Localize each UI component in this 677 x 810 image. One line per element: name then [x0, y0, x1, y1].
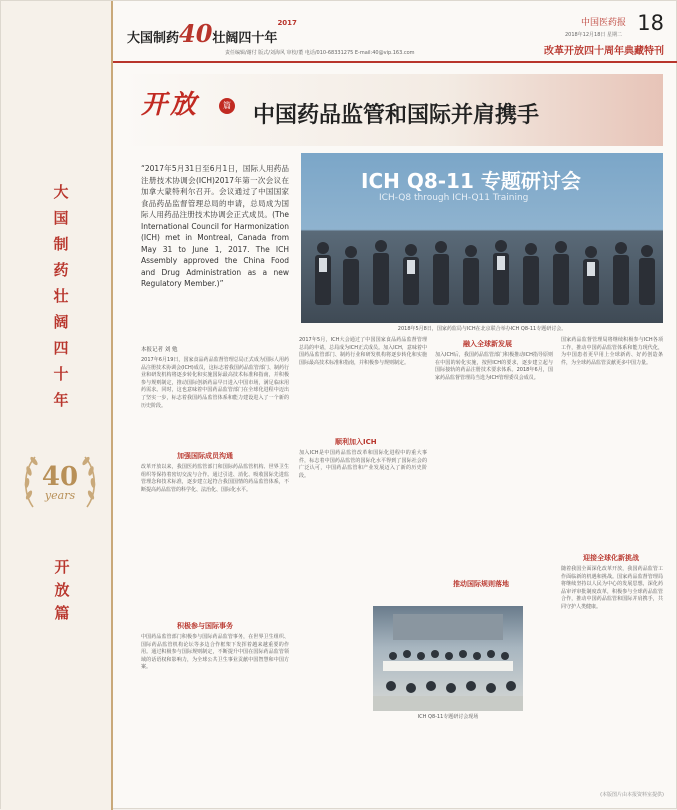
byline: 本报记者 刘 勉	[141, 347, 178, 353]
subhead-4: 融入全球新发展	[463, 340, 512, 348]
lead-paragraph: “2017年5月31日至6月1日，国际人用药品注册技术协调会(ICH)2017年第一次会议在加拿大蒙特利尔召开。会议通过了中国国家食品药品监督管理总局的申请，总局成为国际人用药品注册技术协调会正式成员。(The International Council for Harmonization (ICH) met in Montreal, Canada from May 31 to June 1, 2017. The ICH Assembly approved the China Food and Drug Administration as a new Regulatory Member.)”	[141, 164, 289, 288]
subhead-1: 加强国际成员沟通	[177, 452, 233, 460]
kaifang-calligraphy: 开放	[141, 90, 200, 120]
series-logo	[127, 19, 297, 48]
photo-banner-chinese: ICH Q8-11 专题研讨会	[361, 169, 581, 193]
page-title: 中国药品监管和国际并肩携手	[253, 102, 540, 128]
column-3a: 加入ICH后，我国药品监管部门积极推动ICH指导原则在中国的转化实施，按照ICH的要求，逐步建立起与国际接轨的药品注册技术要求体系。2018年6月，国家药品监督管理局当选为ICH管理委员会成员。	[435, 352, 553, 381]
subhead-5: 推动国际规则落地	[453, 580, 509, 588]
page-header	[113, 1, 677, 63]
group-photo	[301, 153, 663, 323]
conference-photo-caption: ICH Q8-11专题研讨会现场	[417, 714, 479, 720]
column-4a: 国家药品监督管理局将继续积极参与ICH各项工作，推动中国药品监管体系和能力现代化，为中国患者更早用上全球新药、好药创造条件，为全球药品监管贡献更多中国力量。	[561, 337, 663, 366]
logo-prefix: 大国制药	[127, 31, 180, 46]
paper-name: 中国医药报	[580, 18, 626, 28]
badge-number: 40	[41, 462, 79, 492]
conference-photo	[373, 606, 523, 711]
edition-title: 改革开放四十周年典藏特刊	[544, 46, 664, 57]
page-number: 18	[637, 11, 664, 35]
editor-info: 责任编辑/谢付 版式/刘海风 审校/董 电话/010-68331275 E-mail:40@vip.163.com	[225, 50, 415, 56]
logo-number: 40	[179, 19, 213, 48]
people-silhouettes-icon	[301, 228, 663, 323]
footnote: (本版图片由本报资料室提供)	[600, 792, 664, 798]
subhead-6: 迎接全球化新挑战	[583, 554, 639, 562]
laurel-40-years-icon	[19, 441, 101, 523]
sidebar-vertical-title: 大国制药壮阔四十年	[53, 183, 69, 409]
pian-badge: 篇	[219, 98, 235, 114]
badge-word: years	[44, 489, 76, 502]
column-2a: 2017年5月，ICH大会通过了中国国家食品药品监督管理总局的申请，总局成为ICH正式成员。加入ICH，意味着中国药品监管部门、制药行业和研发机构将逐步转化和实施国际最高技术标准和指南，并积极参与规则制定。	[299, 337, 427, 366]
column-4b: 随着我国全面深化改革开放，我国药品监管工作面临新的机遇和挑战。国家药品监督管理局将继续坚持以人民为中心的发展思想，深化药品审评审批制度改革，积极参与全球药品监管合作，推动中国药品监管和国际并肩携手，共同守护人类健康。	[561, 566, 663, 610]
subhead-3: 顺利加入ICH	[335, 438, 377, 446]
logo-year: 2017	[277, 19, 297, 27]
subhead-2: 积极参与国际事务	[177, 622, 233, 630]
left-sidebar	[1, 1, 113, 810]
conference-room-icon	[373, 606, 523, 711]
photo-banner-english: ICH-Q8 through ICH-Q11 Training	[379, 193, 529, 203]
column-1c: 中国药品监管部门积极参与国际药品监管事务，在世界卫生组织、国际药品监管机构论坛等多边合作框架下发挥着越来越重要的作用。通过积极参与国际规则制定，不断提升中国在国际药品监管领域的话语权和影响力，为全球公共卫生事业贡献中国智慧和中国方案。	[141, 634, 289, 671]
column-1b: 改革开放以来，我国医药监管部门和国际药品监管机构、世界卫生组织等保持着密切交流与合作。通过引进、消化、吸收国际先进监管理念和技术标准，逐步建立起符合我国国情的药品监管体系，不断提高药品监管的科学化、法治化、国际化水平。	[141, 464, 289, 493]
headline-banner	[123, 74, 663, 146]
sidebar-section-label: 开放篇	[54, 558, 70, 622]
column-1a: 2017年6月19日，国家食品药品监督管理总局正式成为国际人用药品注册技术协调会(ICH)成员，这标志着我国药品监管部门、制药行业和研发机构将逐步转化和实施国际最高技术标准和指南，并积极参与规则制定，推动国际创新药品早日进入中国市场，满足临床用药需求。同时，这也意味着中国药品监管部门在全球化进程中迈出了坚实一步，标志着我国药品监管体系和能力建设进入了一个新的历史阶段。	[141, 357, 289, 409]
logo-suffix: 壮阔四十年	[212, 31, 278, 46]
column-2b: 加入ICH是中国药品监管改革和国际化进程中的重大事件，标志着中国药品监管的国际化水平得到了国际社会的广泛认可，中国药品监管和产业发展迈入了新的历史阶段。	[299, 450, 427, 479]
issue-date: 2018年12月18日 星期二	[564, 32, 622, 38]
photo-caption: 2018年5月8日，国家药监局与ICH在北京联合举办ICH Q8-11专题研讨会。	[397, 326, 567, 332]
